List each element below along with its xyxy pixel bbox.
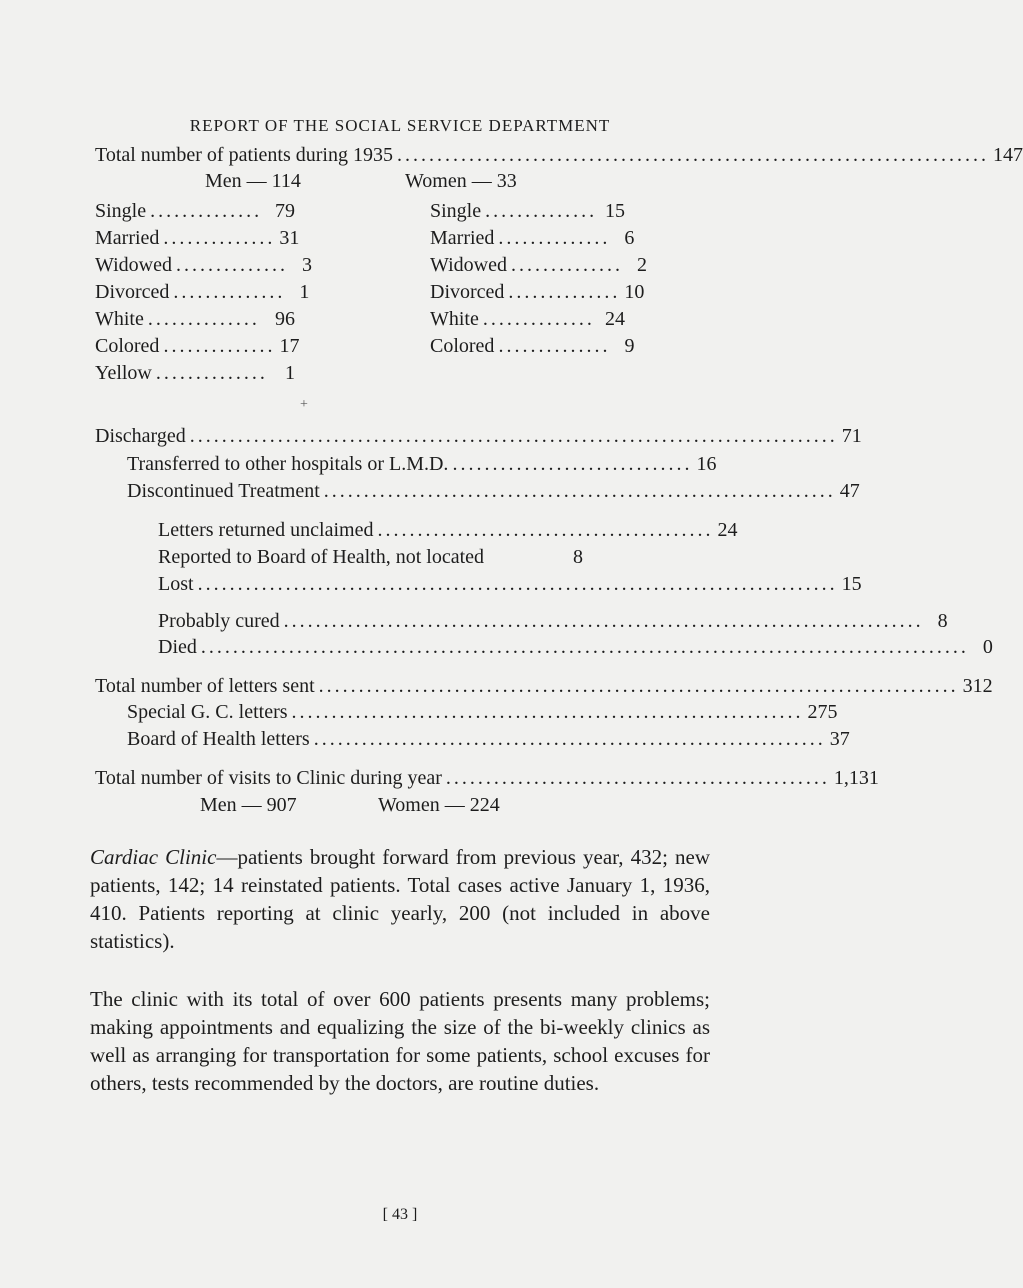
row-label: Married (95, 227, 160, 249)
leader-dots: .............. (498, 335, 611, 357)
row-label: Colored (430, 335, 495, 357)
leader-dots: ................................................................ (313, 728, 826, 750)
women-row (430, 280, 645, 304)
men-row (95, 280, 310, 304)
special-letters-row (127, 700, 838, 724)
row-label: Total number of letters sent (95, 675, 315, 697)
row-label: Special G. C. letters (127, 701, 288, 723)
row-label: Probably cured (158, 610, 280, 632)
row-value: 3 (301, 254, 312, 276)
leader-dots: ................................................................ (291, 701, 804, 723)
men-row (95, 334, 300, 358)
row-value: 31 (279, 227, 300, 249)
leader-dots: .............. (175, 254, 288, 276)
row-value: 6 (624, 227, 635, 249)
row-value: 10 (624, 281, 645, 303)
cardiac-heading: Cardiac Clinic (90, 845, 217, 869)
visits-women: Women — 224 (378, 794, 500, 816)
women-total: Women — 33 (405, 170, 517, 192)
row-value: 2 (636, 254, 647, 276)
row-value: 9 (624, 335, 635, 357)
men-row (95, 199, 295, 223)
row-label: Divorced (95, 281, 170, 303)
row-label: Lost (158, 573, 194, 595)
women-row (430, 334, 635, 358)
probably-cured-row (158, 609, 948, 633)
visits-row (95, 766, 879, 790)
men-row (95, 361, 295, 385)
leader-dots: .............. (173, 281, 286, 303)
row-label: Transferred to other hospitals or L.M.D. (127, 453, 449, 475)
row-label: Single (95, 200, 147, 222)
row-label: Total number of patients during 1935 (95, 144, 393, 166)
row-label: Yellow (95, 362, 152, 384)
row-label: Widowed (95, 254, 172, 276)
row-label: Discharged (95, 425, 186, 447)
stray-mark: + (300, 397, 308, 412)
row-label: Total number of visits to Clinic during year (95, 767, 442, 789)
leader-dots: .......................................................................... (397, 144, 989, 166)
leader-dots: .............. (482, 308, 595, 330)
row-value: 37 (829, 728, 850, 750)
row-value: 275 (807, 701, 838, 723)
leader-dots: .............. (163, 227, 276, 249)
row-value: 8 (937, 610, 948, 632)
row-label: Married (430, 227, 495, 249)
row-label: Divorced (430, 281, 505, 303)
leader-dots: .............................. (452, 453, 693, 475)
row-label: Board of Health letters (127, 728, 310, 750)
row-value: 47 (839, 480, 860, 502)
clinic-paragraph: The clinic with its total of over 600 patients presents many problems; making appointments and equalizing the size of the bi-weekly clinics as well as arranging for transportation for some patients, school excuses for others, tests recommended by the doctors, are routine duties. (90, 987, 710, 1095)
women-row (430, 253, 647, 277)
row-value: 1 (285, 362, 295, 384)
cardiac-paragraph (90, 843, 710, 955)
row-label: Single (430, 200, 482, 222)
visits-men: Men — 907 (200, 794, 297, 816)
men-row (95, 307, 295, 331)
row-label: Died (158, 636, 197, 658)
died-row (158, 635, 993, 659)
board-letters-row (127, 727, 850, 751)
row-value: 1,131 (833, 767, 879, 789)
row-value: 15 (605, 200, 625, 222)
row-label: Discontinued Treatment (127, 480, 320, 502)
row-label: Letters returned unclaimed (158, 519, 374, 541)
row-value: 15 (841, 573, 862, 595)
men-row (95, 226, 300, 250)
discontinued-row (127, 479, 860, 503)
leader-dots: .......................................... (377, 519, 714, 541)
letters-returned-row (158, 518, 738, 542)
page-title: REPORT OF THE SOCIAL SERVICE DEPARTMENT (189, 116, 611, 135)
page-number: [ 43 ] (382, 1206, 418, 1223)
row-value: 24 (717, 519, 738, 541)
letters-sent-row (95, 674, 993, 698)
row-value: 17 (279, 335, 300, 357)
row-value: 16 (696, 453, 717, 475)
leader-dots: ................................................................................................ (200, 636, 969, 658)
row-value: 24 (605, 308, 625, 330)
leader-dots: .............. (485, 200, 598, 222)
leader-dots: .............. (163, 335, 276, 357)
row-value: 71 (841, 425, 862, 447)
leader-dots: .............. (147, 308, 260, 330)
row-value: 312 (962, 675, 993, 697)
transferred-row (127, 452, 717, 476)
row-label: Colored (95, 335, 160, 357)
row-value: 8 (573, 546, 583, 568)
leader-dots: ................................................................................ (283, 610, 924, 632)
women-row (430, 226, 635, 250)
row-value: 147 (993, 144, 1023, 166)
row-label: Reported to Board of Health, not located (158, 546, 485, 568)
leader-dots: .............. (510, 254, 623, 276)
leader-dots: ................................................................................. (189, 425, 838, 447)
men-total: Men — 114 (205, 170, 301, 192)
leader-dots: ................................................ (445, 767, 830, 789)
leader-dots: .............. (150, 200, 263, 222)
lost-row (158, 572, 862, 596)
leader-dots: ................................................................................ (197, 573, 838, 595)
row-value: 96 (275, 308, 295, 330)
discharged-row (95, 424, 862, 448)
row-label: White (430, 308, 479, 330)
total-patients-row (95, 143, 1023, 167)
leader-dots: ................................................................ (323, 480, 836, 502)
cardiac-text: —patients brought forward from previous year, 432; new patients, 142; 14 reinstated patients. Total cases active January 1, 1936, 410. Patients reporting at clinic yearly, 200 (not included in above statistics). (90, 845, 710, 953)
leader-dots: .............. (155, 362, 268, 384)
leader-dots: ................................................................................ (318, 675, 959, 697)
row-label: White (95, 308, 144, 330)
reported-row (158, 545, 583, 569)
women-row (430, 199, 625, 223)
women-row (430, 307, 625, 331)
row-value: 79 (275, 200, 295, 222)
row-label: Widowed (430, 254, 507, 276)
men-row (95, 253, 312, 277)
leader-dots: .............. (498, 227, 611, 249)
row-value: 0 (982, 636, 993, 658)
leader-dots: .............. (508, 281, 621, 303)
row-value: 1 (299, 281, 310, 303)
